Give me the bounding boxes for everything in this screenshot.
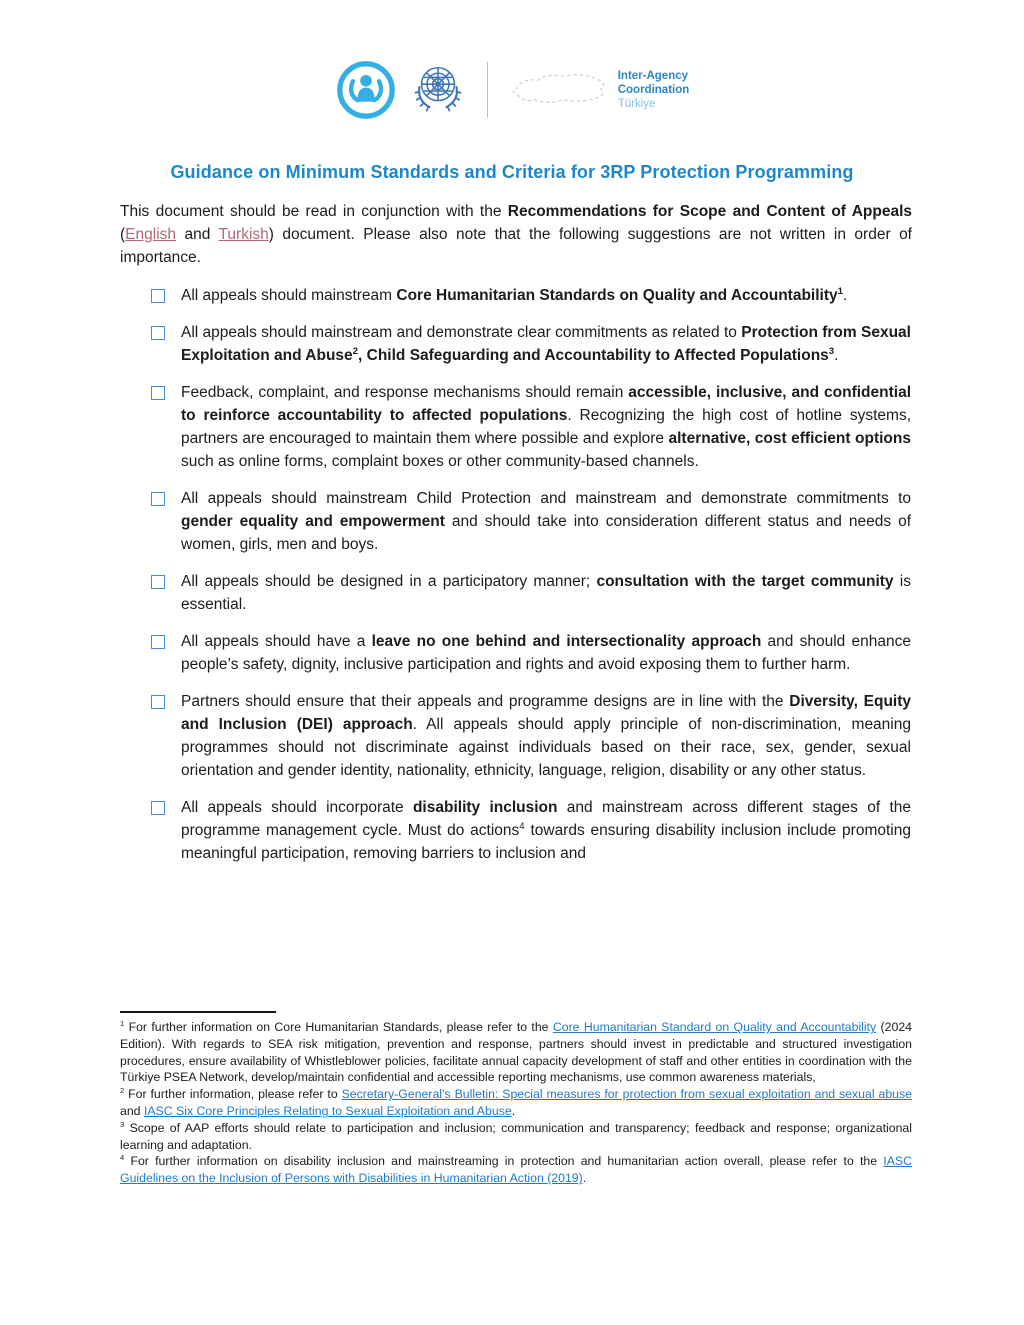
bullet-item <box>120 630 912 676</box>
checkbox-bullet-icon <box>151 326 165 340</box>
text-run: and should take into consideration different status and needs of women, girls, men and boys. <box>181 513 911 553</box>
text-link[interactable]: IASC Guidelines on the Inclusion of Persons with Disabilities in Humanitarian Action (2019) <box>120 1154 912 1186</box>
bullet-item <box>120 487 912 556</box>
text-link[interactable]: Secretary-General’s Bulletin: Special measures for protection from sexual exploitation and sexual abuse <box>341 1087 912 1102</box>
text-run: and <box>120 1103 144 1118</box>
bullet-text <box>181 321 911 367</box>
footnote <box>120 1019 912 1086</box>
turkiye-map-outline-icon <box>506 66 610 114</box>
bullet-text <box>181 690 911 782</box>
text-link[interactable]: IASC Six Core Principles Relating to Sexual Exploitation and Abuse <box>143 1103 512 1118</box>
text-run: Diversity, Equity and Inclusion (DEI) approach <box>181 693 912 733</box>
text-link[interactable]: English <box>125 226 177 243</box>
text-run: and should enhance people’s safety, dignity, inclusive participation and rights and avoid exposing them to further harm. <box>181 633 912 673</box>
text-run: Recommendations for Scope and Content of Appeals <box>507 203 913 220</box>
text-run: Protection from Sexual Exploitation and Abuse <box>181 324 911 364</box>
bullet-item <box>120 690 912 782</box>
text-link[interactable]: Core Humanitarian Standard on Quality and Accountability <box>552 1020 877 1034</box>
text-run: and mainstream across different stages of the programme management cycle. Must do actions <box>181 799 911 839</box>
bullet-text <box>181 796 911 865</box>
text-run: All appeals should mainstream Child Protection and mainstream and demonstrate commitments to <box>181 490 911 507</box>
hands-person-logo-icon <box>335 59 397 121</box>
text-run: Core Humanitarian Standards on Quality and Accountability <box>396 287 838 304</box>
un-emblem-icon <box>407 59 469 121</box>
checkbox-bullet-icon <box>151 575 165 589</box>
footnote-separator <box>120 1011 276 1013</box>
header-logos <box>0 58 1024 122</box>
text-run: 3 <box>120 1119 125 1129</box>
bullet-text <box>181 630 911 676</box>
org-line-coordination: Coordination <box>617 84 690 96</box>
checkbox-bullet-icon <box>151 635 165 649</box>
text-run: 3 <box>828 345 835 357</box>
text-run: 4 <box>120 1153 125 1163</box>
text-run: . Recognizing the high cost of hotline systems, partners are encouraged to maintain them where possible and explore <box>181 407 911 447</box>
text-run: is essential. <box>181 573 911 613</box>
text-run: For further information on disability inclusion and mainstreaming in protection and humanitarian action overall, please refer to the <box>124 1154 884 1169</box>
text-run: accessible, inclusive, and confidential to reinforce accountability to affected populations <box>181 384 912 424</box>
text-run: 1 <box>120 1018 125 1028</box>
text-run: and <box>176 226 219 243</box>
bullet-item <box>120 796 912 865</box>
org-name-block <box>618 69 690 111</box>
text-run: 2 <box>120 1086 125 1096</box>
text-run: leave no one behind and intersectionality approach <box>371 633 762 650</box>
checkbox-bullet-icon <box>151 492 165 506</box>
footnote <box>120 1120 912 1154</box>
text-run: All appeals should mainstream and demonstrate clear commitments as related to <box>181 324 742 341</box>
text-run: Scope of AAP efforts should relate to participation and inclusion; communication and transparency; feedback and response; organizational learning and adaptation. <box>120 1120 912 1152</box>
text-run: ) document. Please also note that the following suggestions are not written in order of importance. <box>120 226 912 266</box>
text-run: 2 <box>352 345 359 357</box>
bullet-list <box>120 284 912 879</box>
text-run: This document should be read in conjunction with the <box>120 203 508 220</box>
text-run: . <box>511 1103 516 1118</box>
text-run: towards ensuring disability inclusion include promoting meaningful participation, removing barriers to inclusion and <box>181 822 911 862</box>
logo-divider <box>487 62 488 118</box>
text-run: ( <box>120 226 126 243</box>
text-run: (2024 Edition). With regards to SEA risk mitigation, prevention and response, partners should invest in predictable and structured investigation procedures, ensure availability of Whistleblower policies, facilitate annual capacity development of staff and other entities in coordination with the Türkiye PSEA Network, develop/maintain confidential and accessible reporting mechanisms, use common awareness materials, <box>120 1020 913 1085</box>
text-run: Feedback, complaint, and response mechanisms should remain <box>181 384 629 401</box>
text-run: 4 <box>519 820 525 832</box>
text-run: . All appeals should apply principle of non-discrimination, meaning programmes should not discriminate against individuals based on their race, sex, gender, sexual orientation and gender identity, nationality, ethnicity, language, religion, disability or any other status. <box>181 716 911 779</box>
text-run: consultation with the target community <box>596 573 894 590</box>
text-run: disability inclusion <box>412 799 558 816</box>
text-run: gender equality and empowerment <box>181 513 445 530</box>
footnote <box>120 1086 912 1120</box>
footnotes-block <box>120 1019 912 1187</box>
text-run: For further information, please refer to <box>124 1087 342 1102</box>
bullet-text <box>181 487 911 556</box>
text-run: Child Safeguarding and Accountability to Affected Populations <box>366 347 829 364</box>
intro-paragraph <box>120 200 912 269</box>
text-run: All appeals should mainstream <box>181 287 397 304</box>
bullet-text <box>181 381 911 473</box>
text-run: All appeals should have a <box>181 633 372 650</box>
text-run: . <box>834 347 839 364</box>
text-run: All appeals should be designed in a participatory manner; <box>181 573 597 590</box>
checkbox-bullet-icon <box>151 386 165 400</box>
text-run: All appeals should incorporate <box>181 799 413 816</box>
text-run: such as online forms, complaint boxes or other community-based channels. <box>181 453 699 470</box>
bullet-text <box>181 284 911 307</box>
text-link[interactable]: Turkish <box>218 226 269 243</box>
org-line-inter-agency: Inter-Agency <box>617 70 689 82</box>
org-line-turkiye: Türkiye <box>617 98 656 110</box>
checkbox-bullet-icon <box>151 289 165 303</box>
text-run: 1 <box>837 285 843 297</box>
bullet-item <box>120 284 912 307</box>
text-run: For further information on Core Humanitarian Standards, please refer to the <box>124 1020 553 1034</box>
text-run: Partners should ensure that their appeals and programme designs are in line with the <box>181 693 790 710</box>
page-title: Guidance on Minimum Standards and Criteria for 3RP Protection Programming <box>170 162 854 182</box>
text-run: alternative, cost efficient options <box>668 430 911 447</box>
text-run: . <box>842 287 848 304</box>
bullet-item <box>120 381 912 473</box>
checkbox-bullet-icon <box>151 695 165 709</box>
footnote <box>120 1153 912 1187</box>
bullet-text <box>181 570 911 616</box>
bullet-item <box>120 321 912 367</box>
text-run: , <box>358 347 367 364</box>
bullet-item <box>120 570 912 616</box>
checkbox-bullet-icon <box>151 801 165 815</box>
text-run: . <box>582 1171 587 1186</box>
